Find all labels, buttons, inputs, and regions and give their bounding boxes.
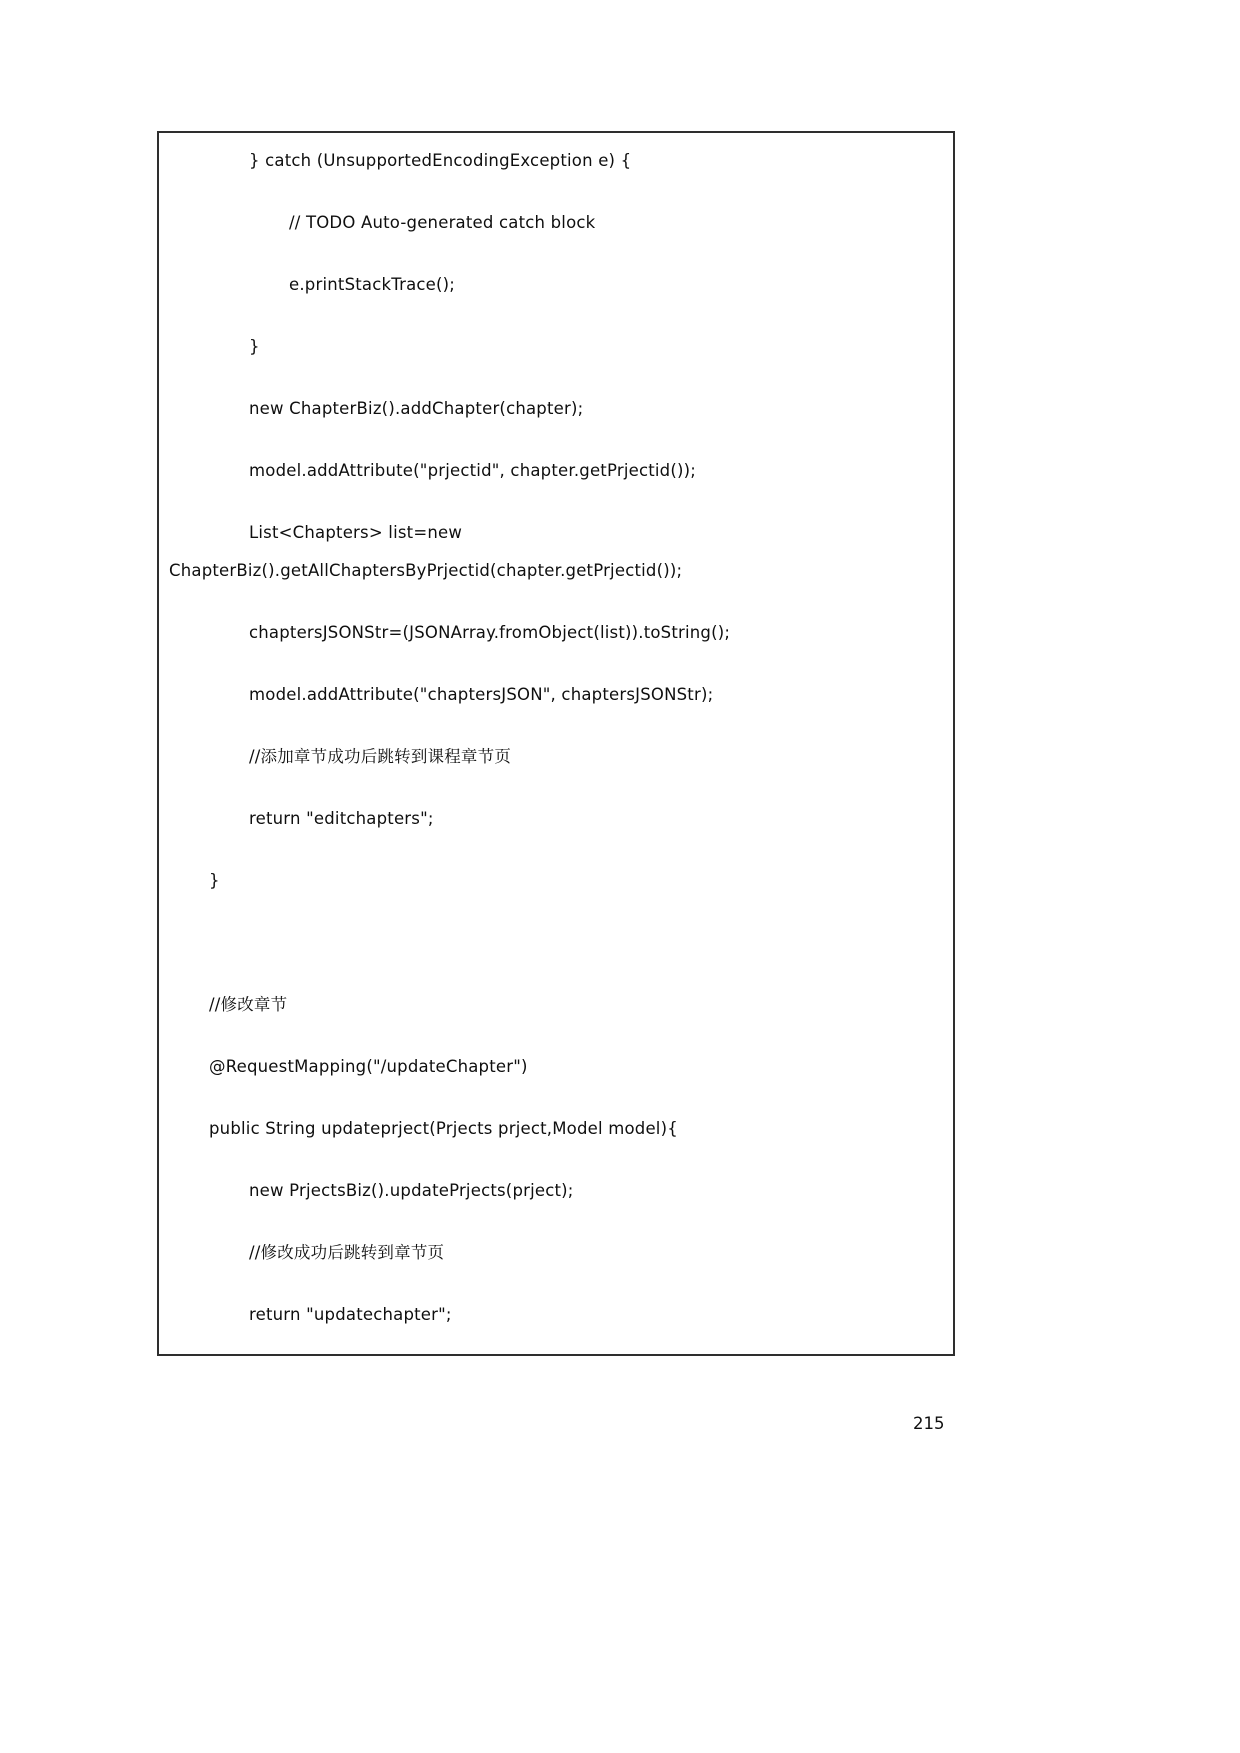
code-line: ChapterBiz().getAllChaptersByPrjectid(chapter.getPrjectid());: [169, 561, 683, 580]
code-line: //添加章节成功后跳转到课程章节页: [249, 747, 512, 766]
code-line: return "updatechapter";: [249, 1305, 452, 1324]
code-line: chaptersJSONStr=(JSONArray.fromObject(list)).toString();: [249, 623, 731, 642]
code-line: }: [249, 337, 260, 356]
code-line: public String updateprject(Prjects prject,Model model){: [209, 1119, 678, 1138]
code-line: //修改成功后跳转到章节页: [249, 1243, 445, 1262]
code-line: } catch (UnsupportedEncodingException e) {: [249, 151, 632, 170]
page-number: 215: [913, 1414, 945, 1433]
code-line: List<Chapters> list=new: [249, 523, 463, 542]
code-line: return "editchapters";: [249, 809, 434, 828]
code-line: model.addAttribute("prjectid", chapter.getPrjectid());: [249, 461, 697, 480]
code-line: model.addAttribute("chaptersJSON", chaptersJSONStr);: [249, 685, 714, 704]
code-line: @RequestMapping("/updateChapter"): [209, 1057, 528, 1076]
code-line: // TODO Auto-generated catch block: [289, 213, 596, 232]
code-line: new ChapterBiz().addChapter(chapter);: [249, 399, 584, 418]
code-frame: [157, 131, 955, 1356]
code-line: e.printStackTrace();: [289, 275, 456, 294]
code-line: //修改章节: [209, 995, 288, 1014]
code-line: new PrjectsBiz().updatePrjects(prject);: [249, 1181, 574, 1200]
code-line: }: [209, 871, 220, 890]
